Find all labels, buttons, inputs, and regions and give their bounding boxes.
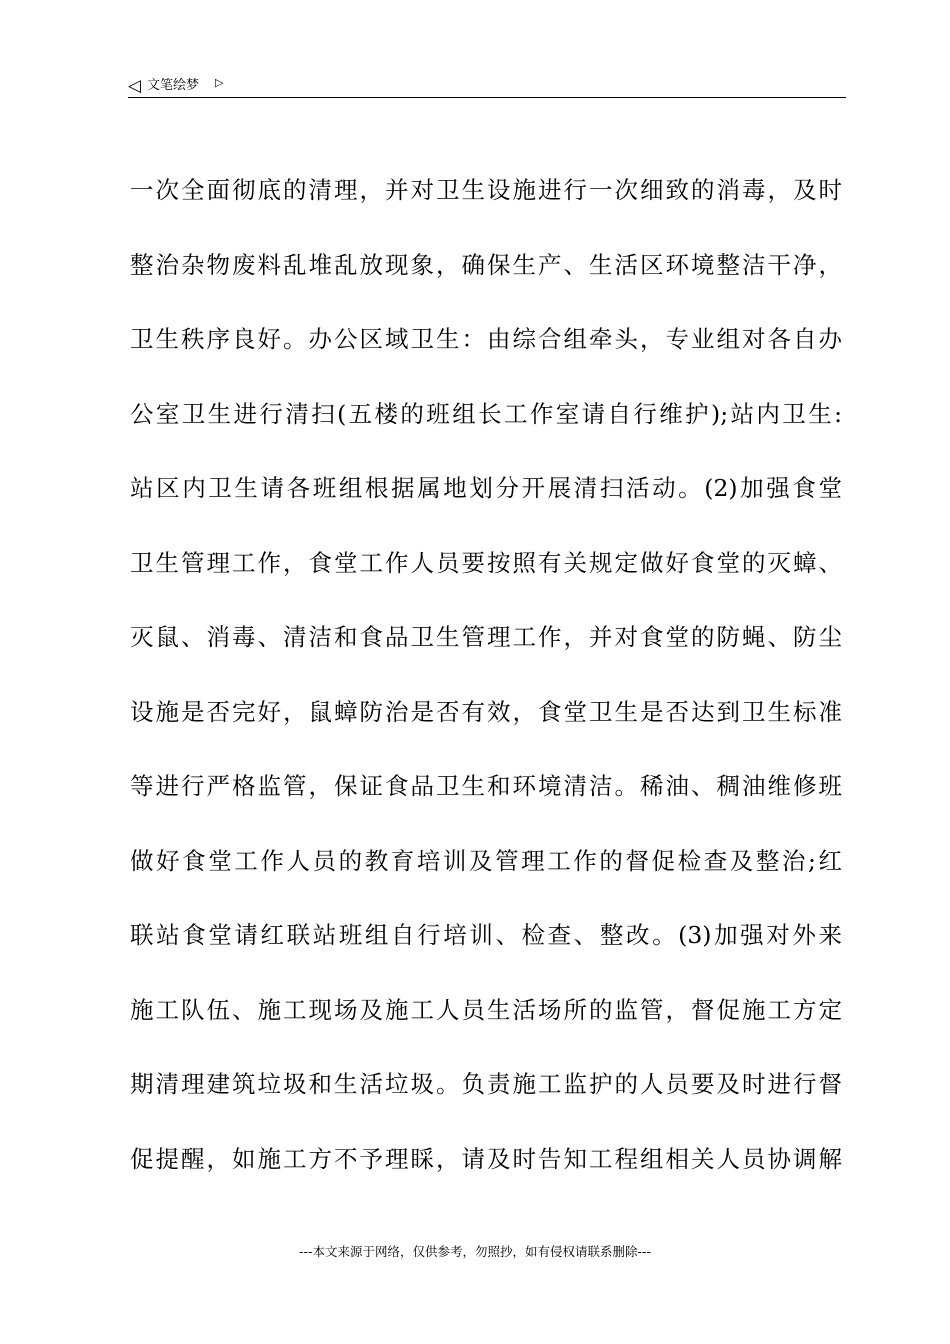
- header-title: 文笔绘梦: [147, 78, 200, 93]
- left-triangle-icon: ◁: [128, 76, 142, 96]
- body-line: 等进行严格监管，保证食品卫生和环境清洁。稀油、稠油维修班: [130, 772, 842, 800]
- body-line: 做好食堂工作人员的教育培训及管理工作的督促检查及整治;红: [130, 846, 842, 875]
- page-header: [128, 74, 846, 98]
- body-line: 一次全面彻底的清理，并对卫生设施进行一次细致的消毒，及时: [130, 176, 842, 204]
- body-line: 灭鼠、消毒、清洁和食品卫生管理工作，并对食堂的防蝇、防尘: [130, 623, 842, 651]
- right-triangle-icon: ▷: [215, 76, 224, 89]
- body-line: 施工队伍、施工现场及施工人员生活场所的监管，督促施工方定: [130, 995, 842, 1024]
- body-line: 设施是否完好，鼠蟑防治是否有效，食堂卫生是否达到卫生标准: [130, 697, 842, 726]
- document-body: [130, 175, 842, 1218]
- body-line: 整治杂物废料乱堆乱放现象，确保生产、生活区环境整洁干净，: [130, 250, 842, 279]
- body-line: 期清理建筑垃圾和生活垃圾。负责施工监护的人员要及时进行督: [130, 1070, 842, 1098]
- page-footer: ---本文来源于网络，仅供参考，勿照抄，如有侵权请联系删除---: [298, 1244, 652, 1259]
- header-divider: [128, 97, 846, 98]
- body-line: 卫生管理工作，食堂工作人员要按照有关规定做好食堂的灭蟑、: [130, 548, 842, 577]
- body-line: 站区内卫生请各班组根据属地划分开展清扫活动。(2)加强食堂: [130, 474, 842, 502]
- body-line: 公室卫生进行清扫(五楼的班组长工作室请自行维护);站内卫生:: [130, 399, 842, 428]
- body-line: 联站食堂请红联站班组自行培训、检查、整改。(3)加强对外来: [130, 921, 842, 949]
- body-line: 卫生秩序良好。办公区域卫生：由综合组牵头，专业组对各自办: [130, 325, 842, 353]
- body-line: 促提醒，如施工方不予理睬，请及时告知工程组相关人员协调解: [130, 1144, 842, 1173]
